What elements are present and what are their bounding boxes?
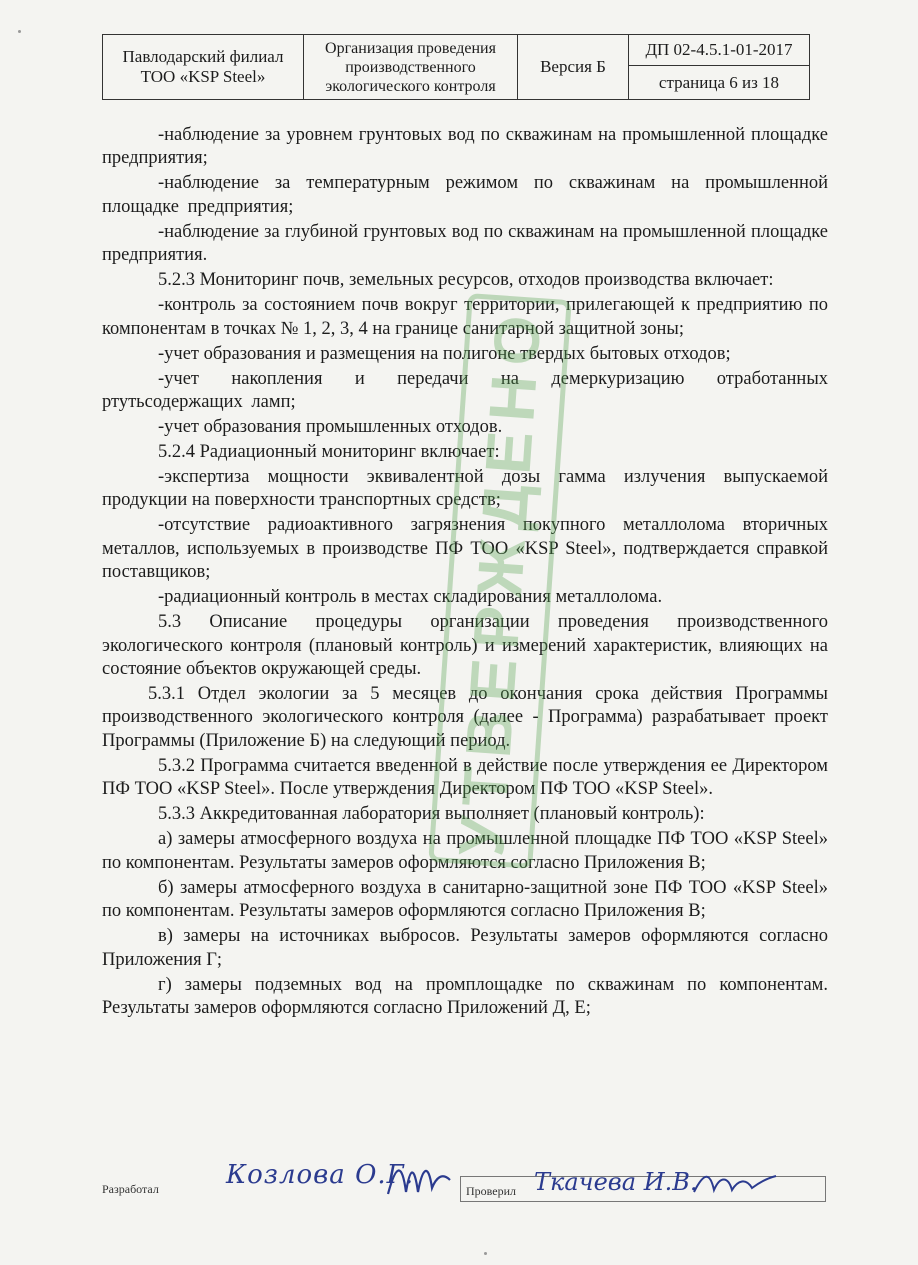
scan-speck bbox=[484, 1252, 487, 1255]
section-heading: 5.2.3 Мониторинг почв, земельных ресурсов, отходов производства включает: bbox=[158, 270, 774, 291]
paragraph: -наблюдение за глубиной грунтовых вод по скважинам на промышленной площадке предприятия. bbox=[102, 221, 828, 266]
paragraph: -радиационный контроль в местах складирования металлолома. bbox=[158, 587, 663, 608]
list-item: а) замеры атмосферного воздуха на промышленной площадке ПФ ТОО «KSP Steel» по компонентам. Результаты замеров оформляются согласно Приложения В; bbox=[102, 829, 828, 873]
document-title-cell bbox=[304, 35, 518, 100]
organization-name: Павлодарский филиал bbox=[122, 47, 284, 66]
paragraph: 5.3.2 Программа считается введенной в действие после утверждения ее Директором ПФ ТОО «KSP Steel». После утверждения Директором ПФ ТОО «KSP Steel». bbox=[102, 755, 828, 800]
paragraph: -наблюдение за уровнем грунтовых вод по скважинам на промышленной площадке предприятия; bbox=[102, 125, 828, 169]
section-heading: 5.3.3 Аккредитованная лаборатория выполняет (плановый контроль): bbox=[158, 804, 705, 825]
list-item: б) замеры атмосферного воздуха в санитарно-защитной зоне ПФ ТОО «KSP Steel» по компонентам. Результаты замеров оформляются согласно Приложения В; bbox=[102, 877, 828, 922]
scan-speck bbox=[18, 30, 21, 33]
approval-stamp-text: УТВЕРЖДЕНО bbox=[444, 303, 556, 859]
document-code-cell: ДП 02-4.5.1-01-2017 bbox=[629, 35, 810, 66]
developer-signature: Козлова О.Г. bbox=[226, 1160, 415, 1190]
list-item: г) замеры подземных вод на промплощадке по скважинам по компонентам. Результаты замеров оформляются согласно Приложений Д, Е; bbox=[102, 974, 828, 1018]
checker-signature: Ткачева И.В. bbox=[534, 1168, 698, 1196]
document-title-line-3: экологического контроля bbox=[325, 77, 496, 95]
paragraph: -контроль за состоянием почв вокруг территории, прилегающей к предприятию по компонентам в точках № 1, 2, 3, 4 на границе санитарной защитной зоны; bbox=[102, 295, 828, 339]
paragraph: -учет накопления и передачи на демеркуризацию отработанных ртутьсодержащих ламп; bbox=[102, 368, 828, 413]
organization-cell bbox=[103, 35, 304, 100]
document-title-line-2: производственного bbox=[345, 58, 476, 76]
paragraph: -учет образования и размещения на полигоне твердых бытовых отходов; bbox=[158, 343, 731, 364]
paragraph: -наблюдение за температурным режимом по скважинам на промышленной площадке предприятия; bbox=[102, 173, 828, 217]
list-item: в) замеры на источниках выбросов. Результаты замеров оформляются согласно Приложения Г; bbox=[102, 926, 828, 970]
checked-by-label: Проверил bbox=[466, 1184, 516, 1198]
signature-scribble-icon bbox=[690, 1168, 780, 1202]
developed-by-label: Разработал bbox=[102, 1182, 159, 1196]
signature-footer bbox=[0, 1150, 918, 1220]
page-number-cell: страница 6 из 18 bbox=[629, 66, 810, 100]
organization-company: ТОО «KSP Steel» bbox=[140, 67, 266, 86]
paragraph: -учет образования промышленных отходов. bbox=[158, 417, 503, 438]
paragraph: -экспертиза мощности эквивалентной дозы гамма излучения выпускаемой продукции на поверхности транспортных средств; bbox=[102, 467, 828, 511]
paragraph: 5.3.1 Отдел экологии за 5 месяцев до окончания срока действия Программы производственного экологического контроля (далее - Программа) разрабатывает проект Программы (Приложение Б) на следующий период. bbox=[102, 684, 828, 751]
section-heading: 5.2.4 Радиационный мониторинг включает: bbox=[158, 442, 500, 463]
signature-scribble-icon bbox=[384, 1158, 454, 1200]
section-heading: 5.3 Описание процедуры организации проведения производственного экологического контроля (плановый контроль) и измерений характеристик, влияющих на состояние объектов окружающей среды. bbox=[102, 612, 828, 680]
document-header-table bbox=[102, 34, 810, 100]
version-cell: Версия Б bbox=[518, 35, 629, 100]
document-title-line-1: Организация проведения bbox=[325, 39, 496, 57]
paragraph: -отсутствие радиоактивного загрязнения покупного металлолома вторичных металлов, используемых в производстве ПФ ТОО «KSP Steel», подтверждается справкой поставщиков; bbox=[102, 515, 828, 583]
